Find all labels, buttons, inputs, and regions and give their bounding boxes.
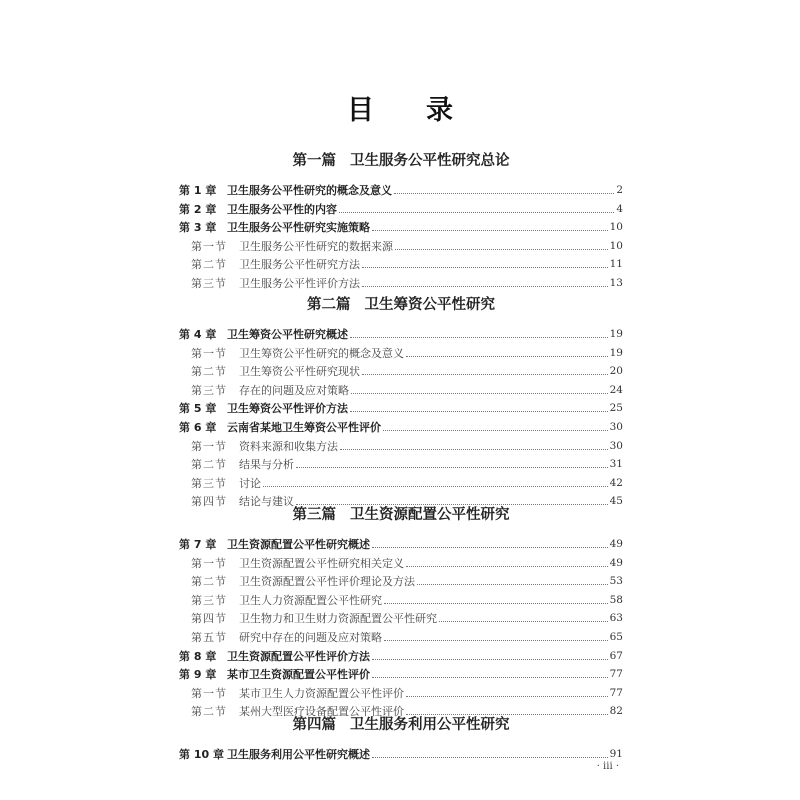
part-title: 卫生服务公平性研究总论 bbox=[350, 152, 510, 169]
dot-leader bbox=[372, 757, 608, 758]
dot-leader bbox=[362, 374, 608, 375]
entry-title: 卫生服务公平性的内容 bbox=[227, 202, 337, 216]
entry-page-number: 19 bbox=[609, 346, 623, 359]
entry-title: 某市卫生资源配置公平性评价 bbox=[227, 668, 370, 682]
entry-number: 第 6 章 bbox=[179, 421, 217, 434]
entry-number: 第 1 章 bbox=[179, 184, 217, 197]
toc-section-entry[interactable] bbox=[179, 438, 623, 455]
toc-section-entry[interactable] bbox=[179, 363, 623, 380]
dot-leader bbox=[372, 230, 608, 231]
entry-page-number: 10 bbox=[609, 239, 623, 252]
toc-section-entry[interactable] bbox=[179, 382, 623, 399]
entry-number: 第一节 bbox=[191, 239, 227, 253]
entry-page-number: 77 bbox=[609, 686, 623, 699]
entry-number: 第三节 bbox=[191, 593, 227, 607]
toc-section-entry[interactable] bbox=[179, 345, 623, 362]
entry-title: 研究中存在的问题及应对策略 bbox=[239, 631, 382, 644]
dot-leader bbox=[350, 337, 608, 338]
dot-leader bbox=[383, 430, 608, 431]
part-title: 卫生服务利用公平性研究 bbox=[350, 716, 510, 733]
entry-page-number: 42 bbox=[609, 476, 623, 489]
entry-number: 第四节 bbox=[191, 612, 227, 626]
dot-leader bbox=[351, 393, 608, 394]
entry-number: 第一节 bbox=[191, 346, 227, 360]
toc-section-entry[interactable] bbox=[179, 592, 623, 609]
toc-section-entry[interactable] bbox=[179, 238, 623, 255]
toc-chapter-entry[interactable] bbox=[179, 746, 623, 763]
entry-title: 讨论 bbox=[239, 476, 261, 490]
entry-page-number: 77 bbox=[609, 668, 623, 681]
entry-number: 第 10 章 bbox=[179, 748, 224, 761]
part-heading bbox=[179, 293, 623, 314]
dot-leader bbox=[362, 286, 608, 287]
entry-number: 第二节 bbox=[191, 705, 227, 719]
entry-number: 第一节 bbox=[191, 439, 227, 453]
entry-title: 某州大型医疗设备配置公平性评价 bbox=[239, 705, 404, 719]
entry-number: 第三节 bbox=[191, 383, 227, 397]
entry-title: 卫生资源配置公平性评价理论及方法 bbox=[239, 575, 415, 589]
entry-page-number: 53 bbox=[609, 575, 623, 588]
part-number: 第一篇 bbox=[292, 152, 336, 169]
entry-title: 云南省某地卫生筹资公平性评价 bbox=[227, 421, 381, 434]
entry-number: 第二节 bbox=[191, 575, 227, 589]
entry-number: 第一节 bbox=[191, 556, 227, 570]
dot-leader bbox=[340, 449, 608, 450]
page-number: · iii · bbox=[596, 761, 619, 772]
dot-leader bbox=[350, 411, 608, 412]
entry-title: 卫生人力资源配置公平性研究 bbox=[239, 593, 382, 607]
entry-number: 第三节 bbox=[191, 277, 227, 290]
dot-leader bbox=[395, 249, 608, 250]
entry-page-number: 30 bbox=[609, 439, 623, 452]
toc-chapter-entry[interactable] bbox=[179, 201, 623, 218]
entry-title: 卫生服务公平性评价方法 bbox=[239, 277, 360, 290]
entry-number: 第二节 bbox=[191, 458, 227, 472]
entry-number: 第 9 章 bbox=[179, 668, 217, 682]
part-number: 第二篇 bbox=[307, 296, 351, 313]
toc-section-entry[interactable] bbox=[179, 610, 623, 627]
toc-section-entry[interactable] bbox=[179, 256, 623, 273]
toc-chapter-entry[interactable] bbox=[179, 182, 623, 199]
dot-leader bbox=[406, 356, 608, 357]
entry-number: 第二节 bbox=[191, 365, 227, 379]
toc-chapter-entry[interactable] bbox=[179, 648, 623, 665]
entry-title: 存在的问题及应对策略 bbox=[239, 383, 349, 397]
entry-page-number: 67 bbox=[609, 649, 623, 662]
toc-section-entry[interactable] bbox=[179, 629, 623, 646]
entry-page-number: 13 bbox=[609, 277, 623, 289]
page-title bbox=[0, 88, 800, 127]
entry-page-number: 58 bbox=[609, 593, 623, 606]
dot-leader bbox=[296, 467, 608, 468]
dot-leader bbox=[372, 659, 608, 660]
dot-leader bbox=[417, 584, 608, 585]
entry-title: 卫生资源配置公平性研究相关定义 bbox=[239, 556, 404, 570]
toc-section-entry[interactable] bbox=[179, 456, 623, 473]
part-number: 第三篇 bbox=[292, 506, 336, 523]
dot-leader bbox=[406, 566, 608, 567]
entry-page-number: 11 bbox=[609, 258, 623, 271]
entry-title: 卫生筹资公平性研究的概念及意义 bbox=[239, 346, 404, 360]
entry-title: 卫生资源配置公平性评价方法 bbox=[227, 649, 370, 663]
toc-chapter-entry[interactable] bbox=[179, 419, 623, 436]
entry-page-number: 24 bbox=[609, 383, 623, 396]
dot-leader bbox=[439, 621, 608, 622]
entry-page-number: 25 bbox=[609, 402, 623, 415]
entry-title: 卫生服务利用公平性研究概述 bbox=[227, 748, 370, 761]
dot-leader bbox=[263, 486, 608, 487]
toc-chapter-entry[interactable] bbox=[179, 666, 623, 683]
dot-leader bbox=[372, 547, 608, 548]
entry-number: 第 4 章 bbox=[179, 328, 217, 341]
toc-section-entry[interactable] bbox=[179, 275, 623, 292]
entry-title: 卫生物力和卫生财力资源配置公平性研究 bbox=[239, 612, 437, 626]
entry-title: 卫生筹资公平性评价方法 bbox=[227, 402, 348, 416]
entry-number: 第 5 章 bbox=[179, 402, 217, 416]
dot-leader bbox=[362, 267, 608, 268]
entry-page-number: 2 bbox=[616, 184, 623, 196]
entry-title: 卫生服务公平性研究方法 bbox=[239, 258, 360, 272]
entry-number: 第四节 bbox=[191, 495, 227, 509]
entry-number: 第五节 bbox=[191, 631, 227, 644]
entry-number: 第 2 章 bbox=[179, 202, 217, 216]
toc-chapter-entry[interactable] bbox=[179, 400, 623, 417]
entry-page-number: 4 bbox=[616, 202, 623, 215]
dot-leader bbox=[384, 640, 608, 641]
toc-section-entry[interactable] bbox=[179, 573, 623, 590]
entry-page-number: 49 bbox=[609, 556, 623, 569]
entry-page-number: 31 bbox=[609, 458, 623, 471]
toc-section-entry[interactable] bbox=[179, 475, 623, 492]
page-title-char: 目 bbox=[347, 95, 374, 126]
entry-number: 第一节 bbox=[191, 686, 227, 700]
entry-title: 卫生服务公平性研究的数据来源 bbox=[239, 239, 393, 253]
toc-section-entry[interactable] bbox=[179, 555, 623, 572]
part-number: 第四篇 bbox=[292, 716, 336, 733]
entry-number: 第二节 bbox=[191, 258, 227, 272]
entry-page-number: 82 bbox=[609, 705, 623, 718]
page-title-char: 录 bbox=[426, 95, 453, 126]
dot-leader bbox=[406, 696, 608, 697]
part-heading bbox=[179, 149, 623, 170]
dot-leader bbox=[339, 212, 614, 213]
part-heading bbox=[179, 713, 623, 734]
entry-title: 卫生资源配置公平性研究概述 bbox=[227, 538, 370, 551]
dot-leader bbox=[384, 603, 608, 604]
part-heading bbox=[179, 503, 623, 524]
entry-page-number: 49 bbox=[609, 538, 623, 550]
entry-page-number: 65 bbox=[609, 631, 623, 643]
entry-page-number: 10 bbox=[609, 221, 623, 234]
entry-title: 卫生服务公平性研究的概念及意义 bbox=[227, 184, 392, 197]
toc-chapter-entry[interactable] bbox=[179, 536, 623, 553]
entry-page-number: 20 bbox=[609, 365, 623, 378]
part-title: 卫生资源配置公平性研究 bbox=[350, 506, 510, 523]
entry-number: 第 3 章 bbox=[179, 221, 217, 235]
part-title: 卫生筹资公平性研究 bbox=[364, 296, 495, 313]
toc-chapter-entry[interactable] bbox=[179, 326, 623, 343]
entry-title: 某市卫生人力资源配置公平性评价 bbox=[239, 686, 404, 700]
dot-leader bbox=[372, 677, 608, 678]
toc-section-entry[interactable] bbox=[179, 685, 623, 702]
toc-chapter-entry[interactable] bbox=[179, 219, 623, 236]
entry-title: 资料来源和收集方法 bbox=[239, 439, 338, 453]
entry-page-number: 45 bbox=[609, 495, 623, 508]
entry-title: 卫生筹资公平性研究现状 bbox=[239, 365, 360, 379]
entry-page-number: 91 bbox=[609, 748, 623, 760]
entry-title: 结果与分析 bbox=[239, 458, 294, 472]
entry-title: 结论与建议 bbox=[239, 495, 294, 509]
entry-number: 第 8 章 bbox=[179, 649, 217, 663]
dot-leader bbox=[394, 193, 614, 194]
entry-number: 第三节 bbox=[191, 476, 227, 490]
entry-title: 卫生筹资公平性研究概述 bbox=[227, 328, 348, 341]
entry-page-number: 19 bbox=[609, 328, 623, 340]
entry-number: 第 7 章 bbox=[179, 538, 217, 551]
entry-title: 卫生服务公平性研究实施策略 bbox=[227, 221, 370, 235]
entry-page-number: 63 bbox=[609, 612, 623, 625]
entry-page-number: 30 bbox=[609, 421, 623, 433]
